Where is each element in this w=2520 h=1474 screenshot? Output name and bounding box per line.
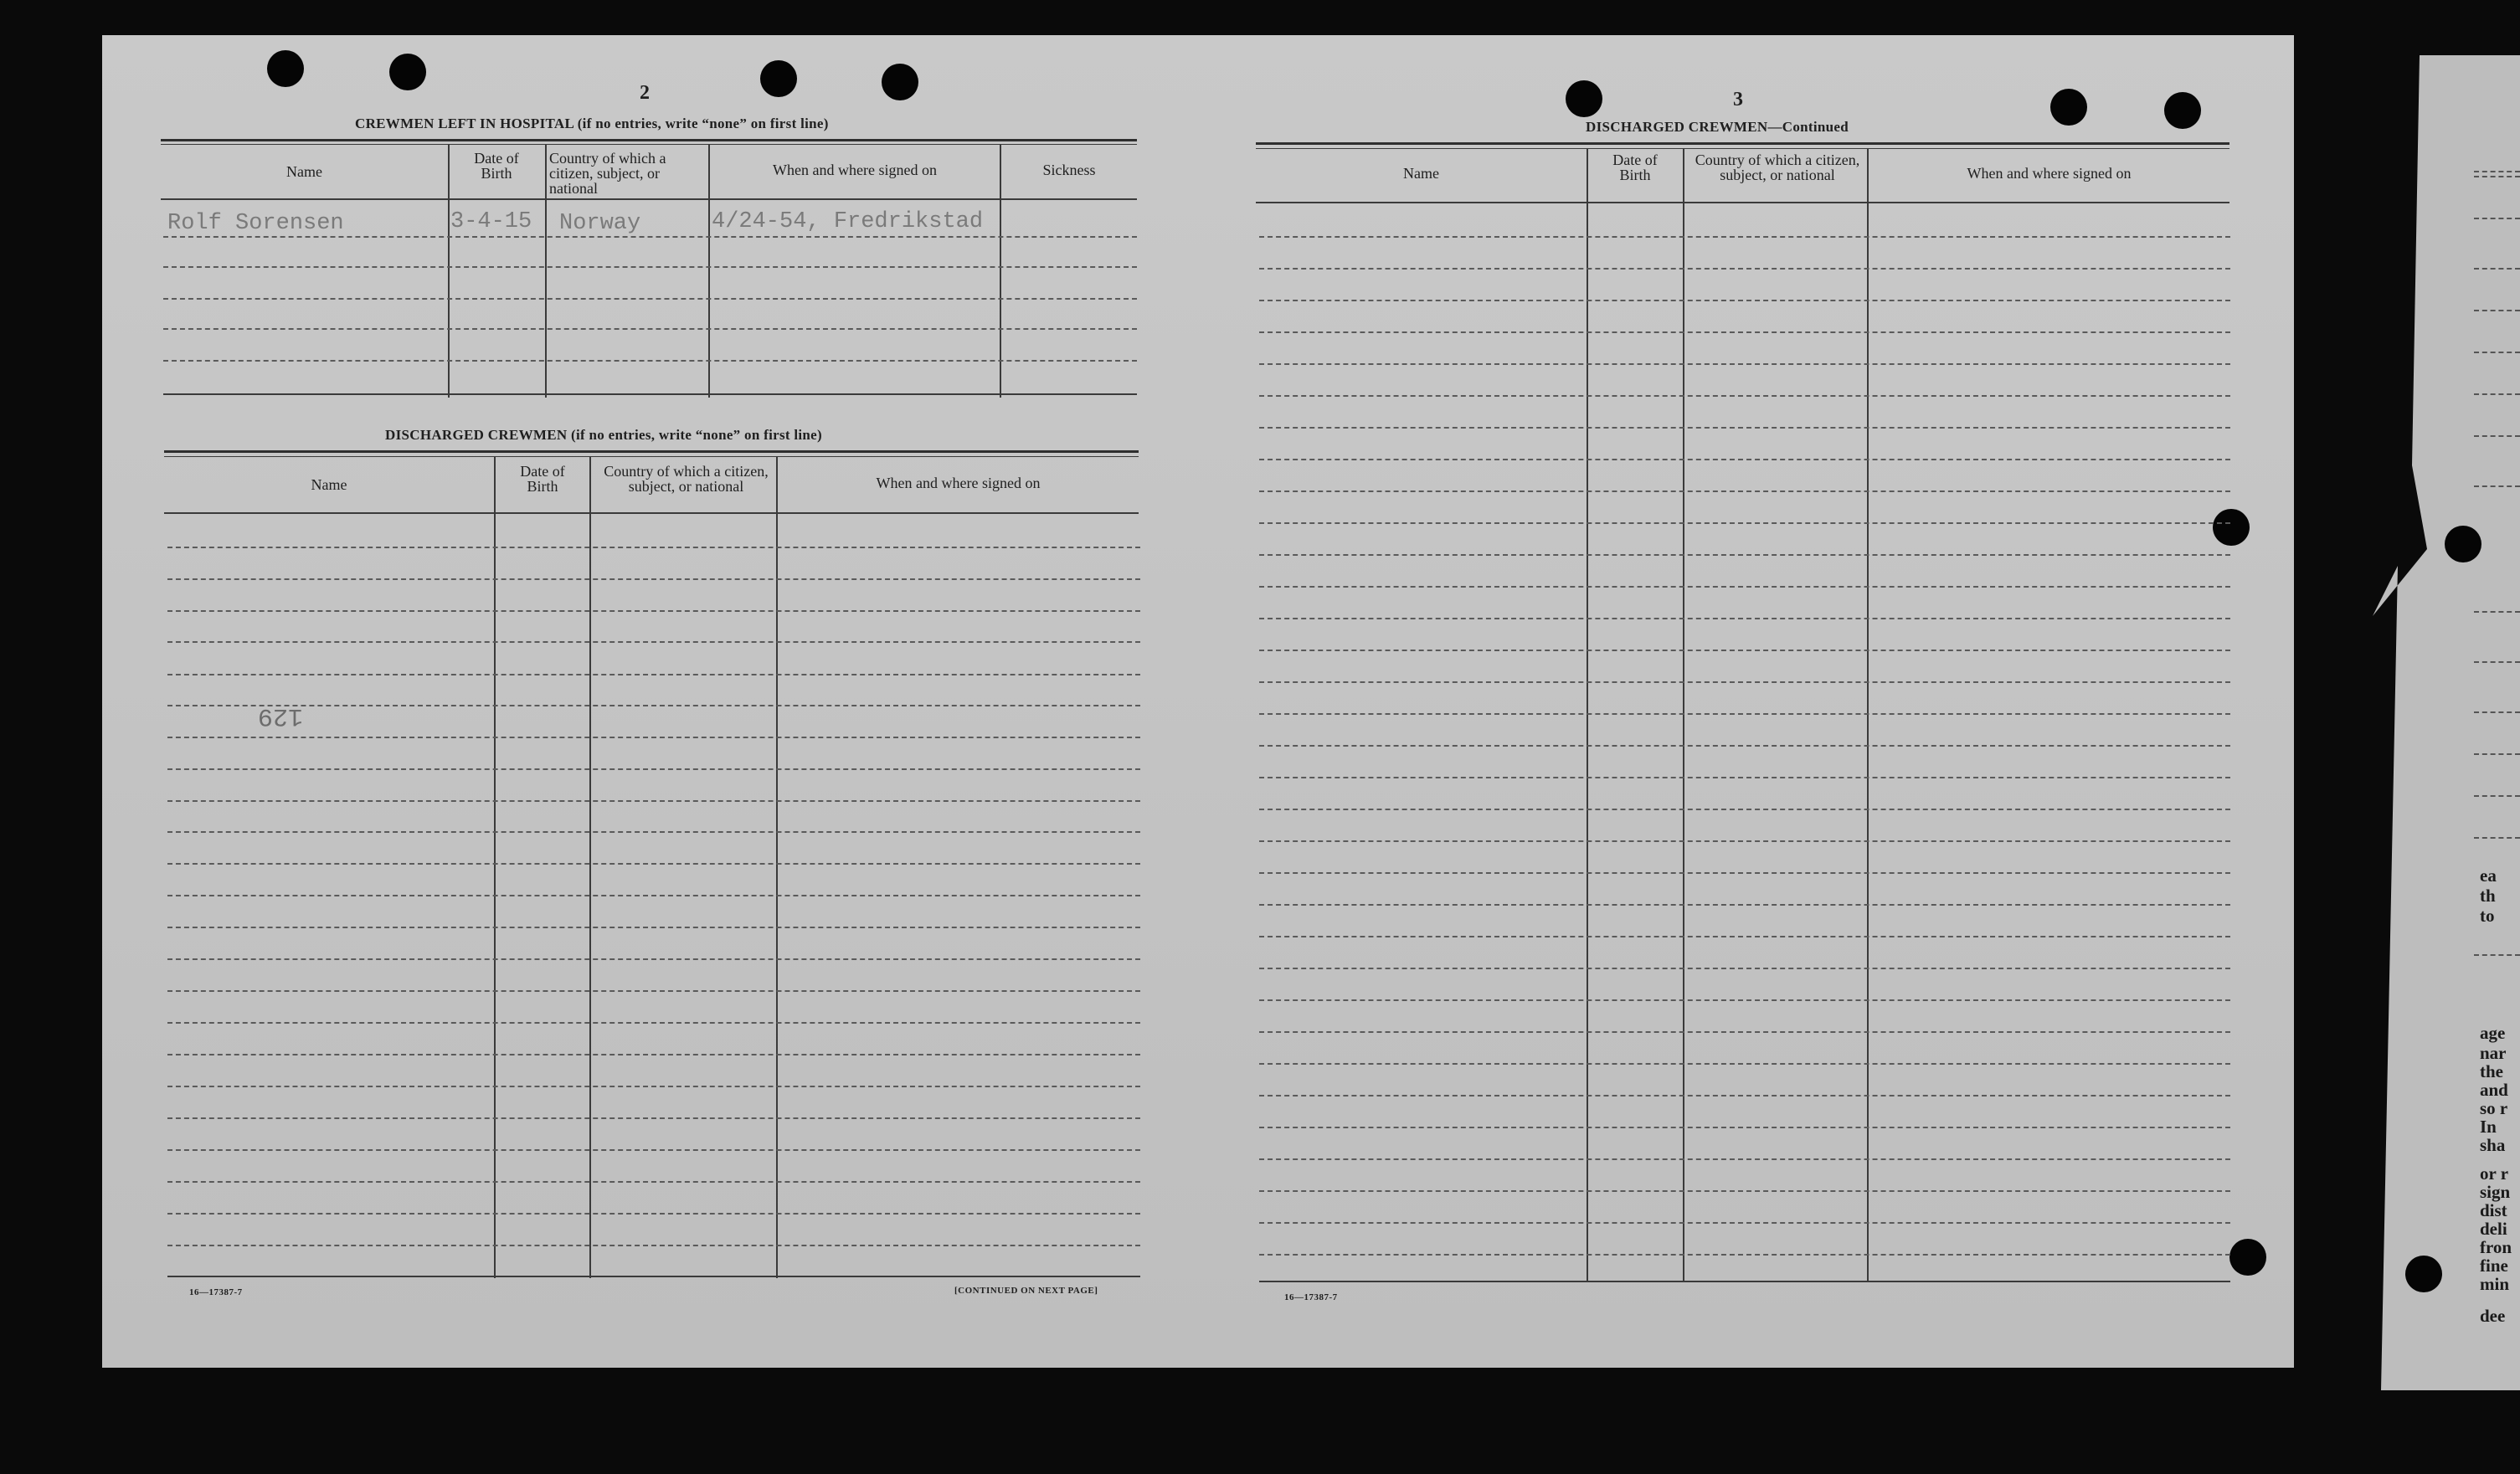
margin-mark: 129 (258, 701, 304, 730)
table-bottom-rule (163, 393, 1137, 395)
continued-note: [CONTINUED ON NEXT PAGE] (954, 1286, 1098, 1296)
header-country: Country of which a citizen, subject, or national (1695, 152, 1860, 183)
entry-line (1259, 427, 2230, 429)
punch-hole (2213, 509, 2250, 546)
strip-text-fragment: min (2480, 1274, 2510, 1294)
header-signed: When and where signed on (876, 475, 1041, 491)
entry-line (167, 1086, 1140, 1087)
section-instruction: (if no entries, write “none” on first line) (577, 116, 829, 131)
entry-line (1259, 872, 2230, 874)
entry-line (167, 1213, 1140, 1215)
strip-rule (2474, 711, 2520, 713)
header-bottom-rule (1256, 202, 2229, 203)
entry-line (163, 236, 1137, 238)
entry-line (1259, 999, 2230, 1001)
table-top-rule (164, 456, 1139, 457)
strip-text-fragment: th (2480, 886, 2496, 906)
entry-line (1259, 1222, 2230, 1224)
entry-line (1259, 618, 2230, 619)
entry-line (1259, 459, 2230, 460)
entry-line (167, 547, 1140, 548)
column-divider (1683, 148, 1684, 1281)
table-top-rule (161, 144, 1137, 145)
header-dob: Date of Birth (1612, 152, 1658, 183)
punch-hole (2164, 92, 2201, 129)
strip-rule (2474, 795, 2520, 797)
strip-text-fragment: fine (2480, 1256, 2508, 1276)
entry-line (1259, 331, 2230, 333)
entry-line (1259, 1158, 2230, 1160)
entry-line (167, 927, 1140, 928)
hospital-section-title (355, 116, 829, 132)
header-name: Name (1403, 165, 1439, 182)
strip-text-fragment: sha (2480, 1135, 2506, 1155)
strip-text-fragment: to (2480, 906, 2495, 926)
strip-rule (2474, 310, 2520, 311)
entry-line (167, 768, 1140, 770)
strip-text-fragment: the (2480, 1061, 2503, 1081)
entry-line (167, 895, 1140, 896)
table-cell-dob: 3-4-15 (450, 209, 532, 234)
strip-rule (2474, 661, 2520, 663)
header-signed: When and where signed on (773, 162, 937, 178)
entry-line (1259, 777, 2230, 778)
entry-line (167, 831, 1140, 833)
entry-line (1259, 713, 2230, 715)
punch-hole (2229, 1239, 2266, 1276)
entry-line (167, 578, 1140, 580)
entry-line (167, 863, 1140, 865)
punch-hole (1566, 80, 1602, 117)
entry-line (167, 641, 1140, 643)
form-sheet (102, 35, 2294, 1368)
table-bottom-rule (1259, 1281, 2230, 1282)
header-bottom-rule (161, 198, 1137, 200)
entry-line (1259, 490, 2230, 492)
strip-text-fragment: fron (2480, 1237, 2512, 1257)
header-name: Name (286, 163, 322, 180)
strip-rule (2474, 171, 2520, 172)
form-number: 16—17387-7 (1284, 1292, 1338, 1302)
section-title-text: CREWMEN LEFT IN HOSPITAL (355, 116, 574, 131)
section-instruction: (if no entries, write “none” on first line) (571, 427, 822, 443)
punch-hole (882, 64, 918, 100)
entry-line (1259, 363, 2230, 365)
header-dob: Date of Birth (474, 150, 519, 182)
strip-text-fragment: and (2480, 1080, 2508, 1100)
entry-line (1259, 650, 2230, 651)
entry-line (1259, 745, 2230, 747)
strip-rule (2474, 611, 2520, 613)
strip-text-fragment: dist (2480, 1200, 2507, 1220)
header-name: Name (311, 476, 347, 493)
entry-line (167, 1181, 1140, 1183)
punch-hole (2405, 1256, 2442, 1292)
entry-line (1259, 1031, 2230, 1033)
strip-rule (2474, 753, 2520, 755)
entry-line (1259, 1190, 2230, 1192)
header-sickness: Sickness (1042, 162, 1096, 178)
strip-rule (2474, 837, 2520, 839)
entry-line (167, 958, 1140, 960)
entry-line (1259, 268, 2230, 270)
strip-text-fragment: deli (2480, 1219, 2507, 1239)
entry-line (1259, 586, 2230, 588)
punch-hole (2445, 526, 2481, 562)
entry-line (1259, 968, 2230, 969)
strip-rule (2474, 176, 2520, 177)
table-cell-country: Norway (559, 211, 641, 236)
table-bottom-rule (167, 1276, 1140, 1277)
table-top-rule (164, 450, 1139, 453)
strip-text-fragment: age (2480, 1023, 2506, 1043)
strip-rule (2474, 352, 2520, 353)
entry-line (1259, 1063, 2230, 1065)
punch-hole (760, 60, 797, 97)
header-bottom-rule (164, 512, 1139, 514)
entry-line (167, 610, 1140, 612)
page-number: 3 (1733, 89, 1743, 110)
discharged-section-title (385, 427, 822, 444)
entry-line (1259, 809, 2230, 810)
column-divider (1867, 148, 1869, 1281)
entry-line (1259, 681, 2230, 683)
entry-line (167, 1022, 1140, 1024)
entry-line (167, 990, 1140, 992)
strip-text-fragment: ea (2480, 865, 2497, 886)
entry-line (1259, 522, 2230, 524)
strip-text-fragment: sign (2480, 1182, 2511, 1202)
entry-line (167, 1149, 1140, 1151)
entry-line (167, 705, 1140, 706)
table-top-rule (161, 139, 1137, 141)
entry-line (1259, 300, 2230, 301)
entry-line (163, 298, 1137, 300)
entry-line (163, 266, 1137, 268)
page-number: 2 (640, 82, 650, 104)
entry-line (1259, 936, 2230, 937)
strip-rule (2474, 393, 2520, 395)
header-signed: When and where signed on (1967, 165, 2132, 182)
entry-line (1259, 1254, 2230, 1256)
entry-line (167, 674, 1140, 675)
entry-line (167, 737, 1140, 738)
punch-hole (2050, 89, 2087, 126)
entry-line (1259, 840, 2230, 842)
section-title-text: DISCHARGED CREWMEN (385, 427, 568, 443)
table-top-rule (1256, 148, 2229, 149)
punch-hole (267, 50, 304, 87)
strip-rule (2474, 268, 2520, 270)
strip-text-fragment: nar (2480, 1043, 2507, 1063)
punch-hole (389, 54, 426, 90)
entry-line (167, 1054, 1140, 1055)
form-number: 16—17387-7 (189, 1287, 243, 1297)
strip-rule (2474, 954, 2520, 956)
entry-line (1259, 236, 2230, 238)
strip-rule (2474, 218, 2520, 219)
entry-line (167, 1117, 1140, 1119)
entry-line (1259, 395, 2230, 397)
entry-line (1259, 1095, 2230, 1097)
entry-line (1259, 904, 2230, 906)
table-cell-signed: 4/24-54, Fredrikstad (712, 209, 984, 234)
header-country: Country of which a citizen, subject, or national (549, 150, 666, 197)
strip-rule (2474, 435, 2520, 437)
strip-text-fragment: so r (2480, 1098, 2508, 1118)
column-divider (1587, 148, 1588, 1281)
entry-line (1259, 554, 2230, 556)
entry-line (163, 328, 1137, 330)
strip-text-fragment: dee (2480, 1306, 2506, 1326)
strip-text-fragment: or r (2480, 1163, 2509, 1184)
header-dob: Date of Birth (520, 463, 565, 495)
entry-line (163, 360, 1137, 362)
entry-line (167, 1245, 1140, 1246)
entry-line (1259, 1127, 2230, 1128)
entry-line (167, 800, 1140, 802)
strip-rule (2474, 485, 2520, 487)
table-cell-name: Rolf Sorensen (167, 211, 344, 236)
table-top-rule (1256, 142, 2229, 145)
header-country: Country of which a citizen, subject, or national (604, 463, 769, 495)
strip-text-fragment: In (2480, 1117, 2497, 1137)
discharged-continued-title: DISCHARGED CREWMEN—Continued (1586, 119, 1849, 135)
